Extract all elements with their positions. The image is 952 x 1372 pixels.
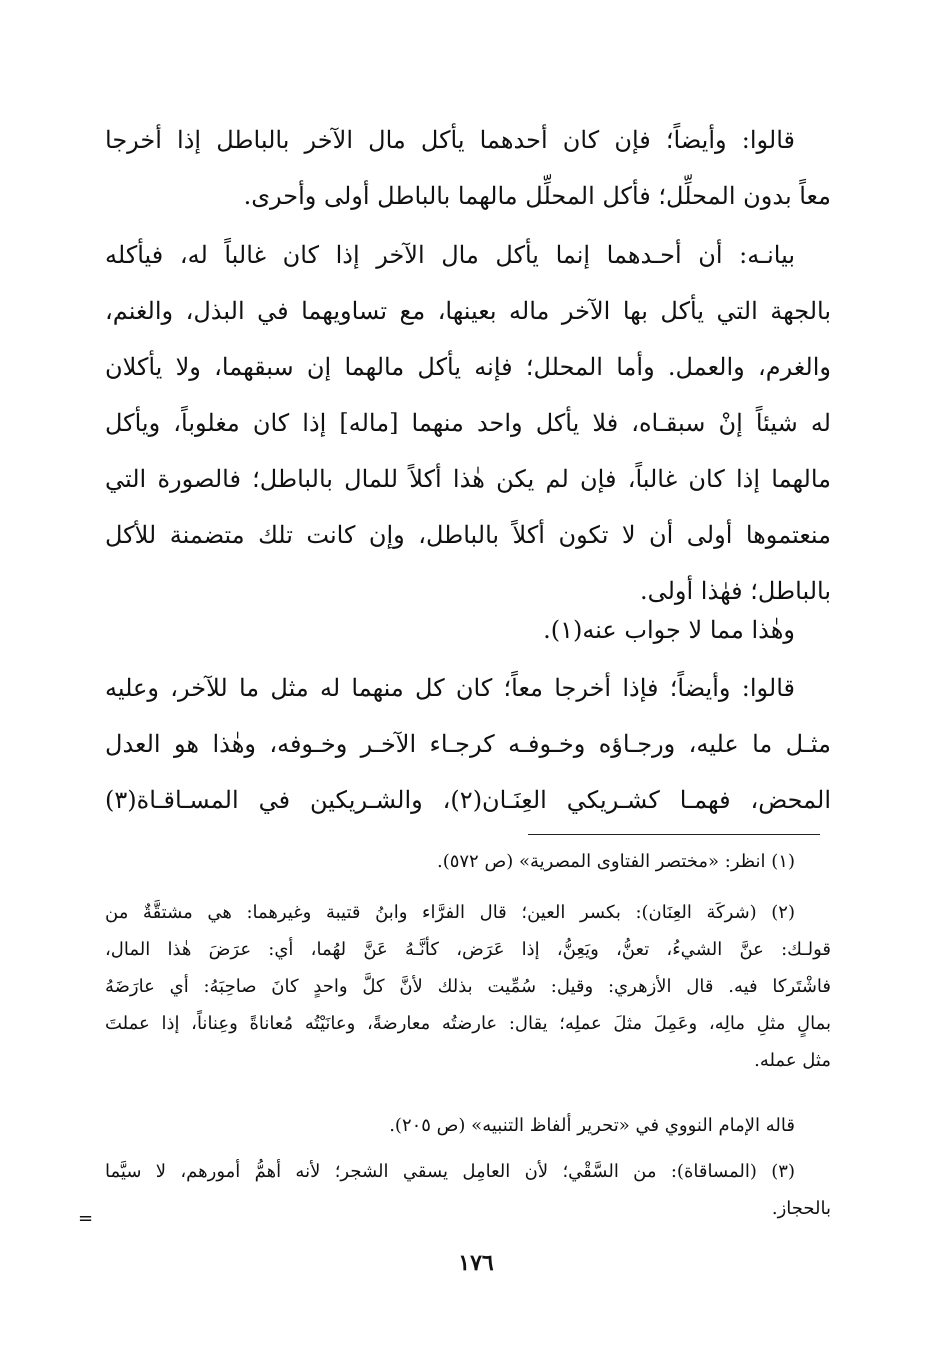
paragraph-2 [105,243,831,635]
footnote-2-line-2: قولـك: عنَّ الشيءُ، تعنُّ، ويَعِنُّ، إذا عَرَض، كأنَّـهُ عَنَّ لهُما، أي: عرَضَ هٰذا المال، [105,939,831,960]
paragraph-3-line-1: وهٰذا مما لا جواب عنه(١). [543,616,795,644]
footnote-2-line-5: مثل عمله. [754,1050,831,1071]
paragraph-2-line-4: له شيئاً إنْ سبقـاه، فلا يأكل واحد منهما [ماله] إذا كان مغلوباً، ويأكل [105,409,831,437]
page-number: ١٧٦ [458,1250,494,1276]
footnote-2 [105,904,831,1089]
paragraph-1-line-2: معاً بدون المحلِّل؛ فأكل المحلِّل مالهما بالباطل أولى وأحرى. [243,182,831,210]
paragraph-3 [105,618,831,674]
paragraph-1-line-1: قالوا: وأيضاً؛ فإن كان أحدهما يأكل مال الآخر بالباطل إذا أخرجا [105,126,795,154]
footnote-2-line-4: بمالٍ مثلِ مالِه، وعَمِلَ مثلَ عملِه؛ يقال: عارضتُه معارضةً، وعانَيْتُه مُعاناةً وعِناناً، إذا عملتَ [105,1013,831,1034]
footnote-3-line-2: بالحجاز. [771,1198,831,1219]
paragraph-2-line-6: منعتموها أولى أن لا تكون أكلاً بالباطل، وإن كانت تلك متضمنة للأكل [105,521,831,549]
footnote-separator [528,834,820,835]
continuation-mark: = [78,1208,94,1229]
paragraph-2-line-7: بالباطل؛ فهٰذا أولى. [639,577,831,605]
footnote-2-source-line: قاله الإمام النووي في «تحرير ألفاظ التنبيه» (ص ٢٠٥). [389,1115,795,1136]
footnote-2-source [105,1117,831,1154]
paragraph-4-line-2: مثـل ما عليه، ورجـاؤه وخـوفـه كرجـاء الآخـر وخـوفه، وهٰذا هو العدل [105,730,831,758]
footnote-1-line-1: (١) انظر: «مختصر الفتاوى المصرية» (ص ٥٧٢). [436,851,795,872]
paragraph-2-line-5: مالهما إذا كان غالباً، فإن لم يكن هٰذا أكلاً للمال بالباطل؛ فالصورة التي [105,465,831,493]
paragraph-2-line-1: بيانـه: أن أحـدهما إنما يأكل مال الآخر إذا كان غالباً له، فيأكله [105,241,795,269]
footnote-3-line-1: (٣) (المساقاة): من السَّقْي؛ لأن العامِل يسقي الشجر؛ لأنه أهمُّ أمورهم، لا سيَّما [105,1161,795,1182]
paragraph-4 [105,676,831,844]
paragraph-4-line-3: المحض، فهمـا كشـريكي العِنَـان(٢)، والشـريكين في المسـاقـاة(٣) [105,786,831,814]
paragraph-2-line-3: والغرم، والعمل. وأما المحلل؛ فإنه يأكل مالهما إن سبقهما، ولا يأكلان [105,353,831,381]
footnote-1 [105,853,831,890]
main-text [105,128,831,240]
footnote-2-line-3: فاشْتَركا فيه. قال الأزهري: وقيل: سُمِّيت بذلك لأنَّ كلَّ واحدٍ كانَ صاحِبَهُ: أي عارَضَهُ [105,976,831,997]
footnote-2-line-1: (٢) (شركَة العِنَان): بكسر العين؛ قال الفرَّاء وابنُ قتيبة وغيرهما: هي مشتقَّةٌ من [105,902,795,923]
paragraph-4-line-1: قالوا: وأيضاً؛ فإذا أخرجا معاً؛ كان كل منهما له مثل ما للآخر، وعليه [105,674,795,702]
footnote-3 [105,1163,831,1237]
paragraph-2-line-2: بالجهة التي يأكل بها الآخر ماله بعينها، مع تساويهما في البذل، والغنم، [105,297,831,325]
